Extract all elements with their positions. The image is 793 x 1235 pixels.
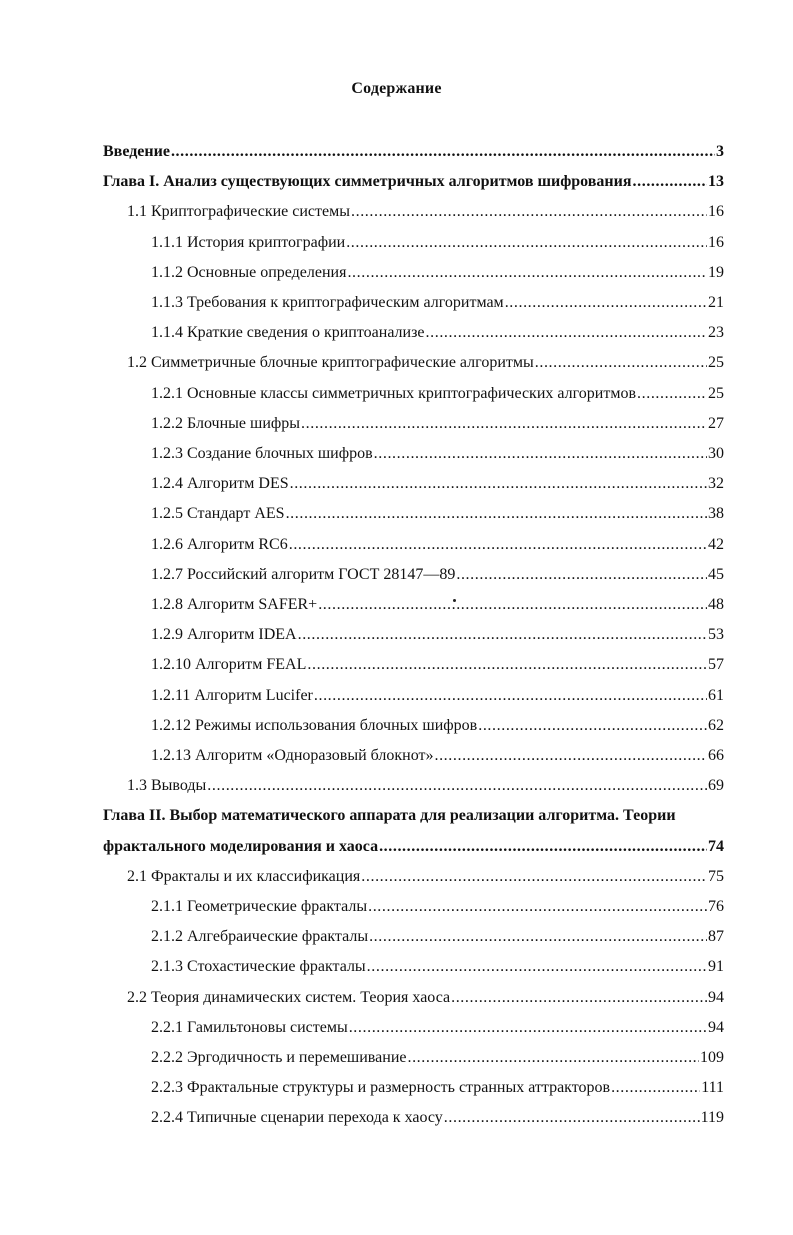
- toc-entry-page: 23: [708, 324, 724, 341]
- toc-entry: [151, 409, 724, 439]
- toc-entry: [151, 1013, 724, 1043]
- toc-entry: [151, 1043, 724, 1073]
- toc-entry: [151, 379, 724, 409]
- toc-entry-label: 1.1.1 История криптографии: [151, 234, 346, 251]
- toc-entry: [103, 801, 724, 831]
- page-title: Содержание: [351, 80, 442, 97]
- toc-entry-page: 13: [708, 173, 724, 190]
- toc-entry: [151, 711, 724, 741]
- toc-entry-label: 2.1.3 Стохастические фракталы: [151, 958, 366, 975]
- toc-entry: [151, 228, 724, 258]
- print-speck: [453, 599, 456, 602]
- toc-entry: [103, 832, 724, 862]
- toc-entry: [151, 469, 724, 499]
- toc-leader-dots: [451, 983, 707, 1013]
- toc-entry: [151, 1103, 724, 1133]
- toc-leader-dots: [314, 681, 707, 711]
- toc-entry-page: 109: [700, 1049, 724, 1066]
- toc-leader-dots: [298, 620, 707, 650]
- toc-entry-page: 62: [708, 717, 724, 734]
- toc-entry-page: 119: [700, 1109, 724, 1126]
- toc-leader-dots: [374, 439, 707, 469]
- toc-entry-label: 1.1.3 Требования к криптографическим алгоритмам: [151, 294, 504, 311]
- toc-entry: [127, 348, 724, 378]
- toc-entry-label: Введение: [103, 143, 170, 160]
- toc-leader-dots: [369, 922, 707, 952]
- toc-entry-label: 2.2.2 Эргодичность и перемешивание: [151, 1049, 407, 1066]
- toc-entry-page: 42: [708, 536, 724, 553]
- toc-entry-page: 16: [708, 234, 724, 251]
- toc-entry: [151, 892, 724, 922]
- toc-entry: [127, 983, 724, 1013]
- toc-entry-label: 1.3 Выводы: [127, 777, 207, 794]
- toc-entry-page: 19: [708, 264, 724, 281]
- toc-entry-label: 1.2.6 Алгоритм RC6: [151, 536, 288, 553]
- toc-entry-page: 30: [708, 445, 724, 462]
- toc-leader-dots: [301, 409, 707, 439]
- toc-leader-dots: [307, 650, 707, 680]
- toc-leader-dots: [456, 560, 707, 590]
- toc-entry: [127, 771, 724, 801]
- toc-entry-page: 16: [708, 203, 724, 220]
- toc-entry-label: 1.1.4 Краткие сведения о криптоанализе: [151, 324, 425, 341]
- toc-entry: [151, 952, 724, 982]
- toc-leader-dots: [637, 379, 707, 409]
- toc-entry-page: 32: [708, 475, 724, 492]
- toc-leader-dots: [611, 1073, 700, 1103]
- toc-entry-page: 76: [708, 898, 724, 915]
- toc-entry: [151, 681, 724, 711]
- toc-entry-page: 61: [708, 687, 724, 704]
- toc-entry-label: 2.2 Теория динамических систем. Теория хаоса: [127, 989, 451, 1006]
- toc-entry-label: 2.1 Фракталы и их классификация: [127, 868, 361, 885]
- toc-leader-dots: [347, 258, 707, 288]
- toc-entry: [127, 862, 724, 892]
- toc-leader-dots: [444, 1103, 700, 1133]
- toc-entry-label: 1.2 Симметричные блочные криптографические алгоритмы: [127, 354, 534, 371]
- toc-leader-dots: [286, 499, 707, 529]
- toc-entry-label: 1.2.12 Режимы использования блочных шифров: [151, 717, 478, 734]
- toc-entry: [151, 620, 724, 650]
- toc-entry-label: 1.2.2 Блочные шифры: [151, 415, 301, 432]
- toc-entry-label: Глава II. Выбор математического аппарата для реализации алгоритма. Теории: [103, 807, 676, 824]
- toc-entry-label: фрактального моделирования и хаоса: [103, 838, 379, 855]
- toc-entry: [151, 258, 724, 288]
- toc-leader-dots: [171, 137, 715, 167]
- toc-leader-dots: [346, 228, 707, 258]
- toc-entry-page: 57: [708, 656, 724, 673]
- toc-entry-page: 25: [708, 354, 724, 371]
- toc-leader-dots: [633, 167, 707, 197]
- toc-entry: [151, 650, 724, 680]
- toc-entry: [151, 922, 724, 952]
- toc-entry-label: 1.2.7 Российский алгоритм ГОСТ 28147—89: [151, 566, 456, 583]
- toc-leader-dots: [367, 952, 707, 982]
- toc-leader-dots: [289, 530, 707, 560]
- toc-leader-dots: [368, 892, 707, 922]
- toc-leader-dots: [318, 590, 707, 620]
- toc-entry: [127, 197, 724, 227]
- toc-entry: [151, 499, 724, 529]
- toc-entry-label: 2.2.4 Типичные сценарии перехода к хаосу: [151, 1109, 443, 1126]
- toc-leader-dots: [290, 469, 707, 499]
- toc-entry: [151, 318, 724, 348]
- toc-entry-label: 2.1.1 Геометрические фракталы: [151, 898, 368, 915]
- toc-entry-page: 75: [708, 868, 724, 885]
- toc-leader-dots: [426, 318, 707, 348]
- toc-leader-dots: [379, 832, 707, 862]
- toc-leader-dots: [351, 197, 707, 227]
- toc-leader-dots: [207, 771, 707, 801]
- toc-leader-dots: [434, 741, 707, 771]
- toc-entry: [151, 530, 724, 560]
- toc-entry-page: 94: [708, 1019, 724, 1036]
- toc-leader-dots: [361, 862, 707, 892]
- toc-entry-label: Глава I. Анализ существующих симметричных алгоритмов шифрования: [103, 173, 632, 190]
- toc-entry: [151, 1073, 724, 1103]
- toc-entry-page: 3: [716, 143, 724, 160]
- toc-entry-label: 1.2.11 Алгоритм Lucifer: [151, 687, 313, 704]
- toc-entry-page: 45: [708, 566, 724, 583]
- toc-entry-page: 94: [708, 989, 724, 1006]
- toc-entry-label: 1.2.10 Алгоритм FEAL: [151, 656, 307, 673]
- toc-entry-page: 66: [708, 747, 724, 764]
- toc-entry-page: 91: [708, 958, 724, 975]
- toc-entry-label: 1.2.9 Алгоритм IDEA: [151, 626, 297, 643]
- toc-entry-page: 87: [708, 928, 724, 945]
- toc-entry-page: 69: [708, 777, 724, 794]
- toc-entry: [151, 741, 724, 771]
- toc-entry-label: 1.1 Криптографические системы: [127, 203, 350, 220]
- toc-entry-label: 1.2.3 Создание блочных шифров: [151, 445, 373, 462]
- toc-entry: [151, 439, 724, 469]
- toc-entry: [151, 288, 724, 318]
- toc-entry-label: 1.2.13 Алгоритм «Одноразовый блокнот»: [151, 747, 434, 764]
- toc-leader-dots: [478, 711, 707, 741]
- toc-entry-page: 53: [708, 626, 724, 643]
- toc-entry-label: 2.1.2 Алгебраические фракталы: [151, 928, 369, 945]
- toc-leader-dots: [407, 1043, 699, 1073]
- toc-entry-label: 1.2.5 Стандарт AES: [151, 505, 285, 522]
- toc-entry-label: 2.2.3 Фрактальные структуры и размерность странных аттракторов: [151, 1079, 611, 1096]
- toc-entry-label: 1.2.1 Основные классы симметричных криптографических алгоритмов: [151, 385, 637, 402]
- toc-entry-page: 111: [701, 1079, 724, 1096]
- toc-entry-page: 21: [708, 294, 724, 311]
- toc-entry-label: 1.2.4 Алгоритм DES: [151, 475, 289, 492]
- toc-entry: [151, 560, 724, 590]
- toc-entry-page: 74: [708, 838, 724, 855]
- toc-entry-label: 2.2.1 Гамильтоновы системы: [151, 1019, 348, 1036]
- toc-entry-page: 27: [708, 415, 724, 432]
- toc-entry-page: 25: [708, 385, 724, 402]
- toc-entry-label: 1.2.8 Алгоритм SAFER+: [151, 596, 318, 613]
- toc-entry-label: 1.1.2 Основные определения: [151, 264, 347, 281]
- toc-entry: [103, 137, 724, 167]
- toc-entry-page: 48: [708, 596, 724, 613]
- toc-entry: [103, 167, 724, 197]
- toc-entry-page: 38: [708, 505, 724, 522]
- toc-leader-dots: [505, 288, 707, 318]
- toc-leader-dots: [535, 348, 707, 378]
- toc-leader-dots: [349, 1013, 707, 1043]
- toc-entry: [151, 590, 724, 620]
